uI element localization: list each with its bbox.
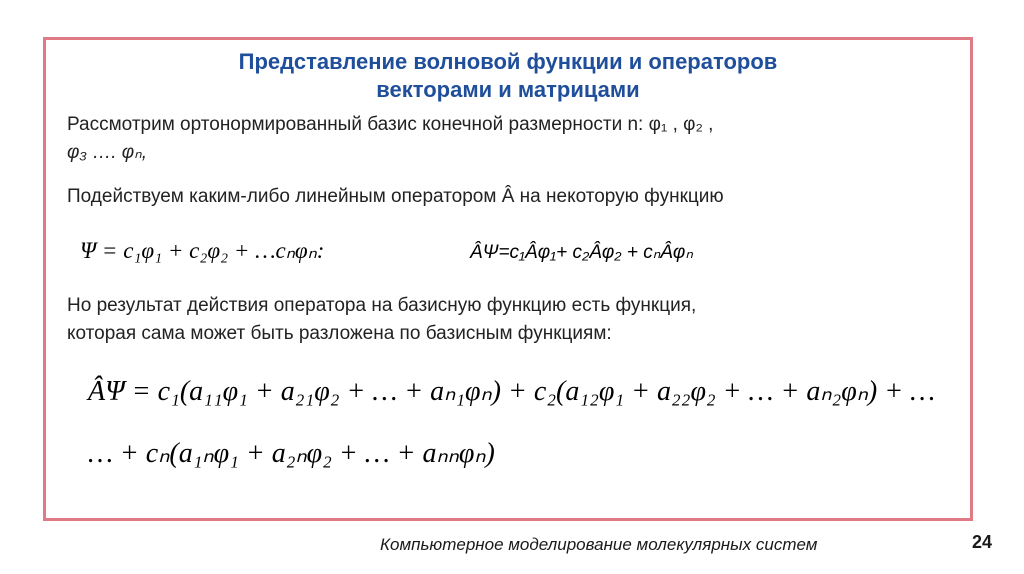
paragraph-basis-line-2: φ₃ …. φₙ,: [67, 142, 148, 163]
page-number: 24: [972, 532, 993, 552]
paragraph-result-line-1: Но результат действия оператора на базисную функцию есть функция,: [67, 295, 697, 316]
paragraph-result-line-2: которая сама может быть разложена по базисным функциям:: [67, 323, 612, 344]
paragraph-basis-line-1: Рассмотрим ортонормированный базис конечной размерности n: φ₁ , φ₂ ,: [67, 114, 714, 135]
slide-title: [43, 48, 973, 104]
paragraph-operator: Подействуем каким-либо линейным оператором Â на некоторую функцию: [67, 186, 724, 207]
title-line-2: векторами и матрицами: [376, 77, 640, 102]
formula-matrix-expansion-line-2: … + cₙ(a₁ₙφ₁ + a₂ₙφ₂ + … + aₙₙφₙ): [88, 438, 495, 469]
formula-matrix-expansion-line-1: ÂΨ = c₁(a₁₁φ₁ + a₂₁φ₂ + … + aₙ₁φₙ) + c₂(a₁₂φ₁ + a₂₂φ₂ + … + aₙ₂φₙ) + …: [88, 376, 935, 407]
formula-operator-on-psi: ÂΨ=c₁Âφ₁+ c₂Âφ₂ + cₙÂφₙ: [470, 242, 693, 263]
footer-caption: Компьютерное моделирование молекулярных систем: [380, 535, 818, 554]
formula-psi-expansion: Ψ = c₁φ₁ + c₂φ₂ + …cₙφₙ:: [80, 238, 325, 263]
title-line-1: Представление волновой функции и операторов: [238, 49, 778, 74]
